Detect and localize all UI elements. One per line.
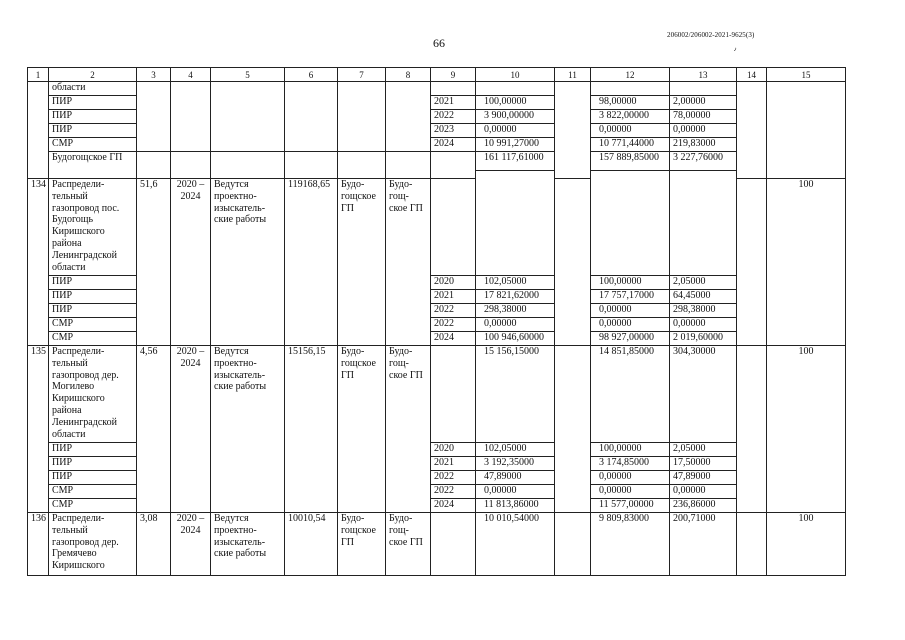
- col-number: 5: [211, 68, 285, 82]
- col-number: 14: [737, 68, 767, 82]
- amount-local: 298,38000: [670, 304, 737, 318]
- cell-empty: [211, 152, 285, 179]
- work-type: СМР: [49, 138, 137, 152]
- recipient: Будо-гощское ГП: [338, 513, 386, 576]
- col-number: 7: [338, 68, 386, 82]
- year: 2021: [431, 457, 476, 471]
- amount-regional: 0,00000: [591, 471, 670, 485]
- object-row: [28, 346, 846, 443]
- amount-regional: 3 174,85000: [591, 457, 670, 471]
- readiness-percent: 100: [767, 179, 846, 346]
- object-row: [28, 513, 846, 576]
- amount-total: 298,38000: [476, 304, 555, 318]
- item-number: 134: [28, 179, 49, 346]
- cell-empty: [171, 82, 211, 152]
- estimated-cost: 10010,54: [285, 513, 338, 576]
- status: Ведутся проектно-изыскатель-ские работы: [211, 513, 285, 576]
- year: 2022: [431, 485, 476, 499]
- cell-empty: [285, 152, 338, 179]
- amount-total: 3 900,00000: [476, 110, 555, 124]
- amount-local: 2,00000: [670, 96, 737, 110]
- status: Ведутся проектно-изыскатель-ские работы: [211, 346, 285, 513]
- amount-total: 11 813,86000: [476, 499, 555, 513]
- cell-empty: [137, 152, 171, 179]
- item-number: 136: [28, 513, 49, 576]
- amount-total: 100,00000: [476, 96, 555, 110]
- length-km: 3,08: [137, 513, 171, 576]
- amount-total: 47,89000: [476, 471, 555, 485]
- amount-local: 78,00000: [670, 110, 737, 124]
- subtotal-label: Будогощское ГП: [49, 152, 137, 179]
- document-code: 206002/206002-2021-9625(3): [667, 31, 755, 39]
- amount-regional: 10 771,44000: [591, 138, 670, 152]
- executor: Будо-гощ-ское ГП: [386, 346, 431, 513]
- amount-local: 47,89000: [670, 471, 737, 485]
- work-type: ПИР: [49, 290, 137, 304]
- work-type: ПИР: [49, 457, 137, 471]
- year: 2022: [431, 304, 476, 318]
- cell-empty: [670, 82, 737, 96]
- amount-regional: 9 809,83000: [591, 513, 670, 576]
- year: 2023: [431, 124, 476, 138]
- amount-regional: 3 822,00000: [591, 110, 670, 124]
- amount-total: 0,00000: [476, 485, 555, 499]
- col-number: 13: [670, 68, 737, 82]
- amount-regional: 0,00000: [591, 318, 670, 332]
- col-number: 10: [476, 68, 555, 82]
- amount-local: 2,05000: [670, 276, 737, 290]
- col-number: 4: [171, 68, 211, 82]
- amount-regional: 98,00000: [591, 96, 670, 110]
- work-type: ПИР: [49, 110, 137, 124]
- cell-empty: [137, 82, 171, 152]
- cell-empty: [211, 82, 285, 152]
- object-name: Распредели-тельный газопровод дер. Могилево Киришского района Ленинградской области: [49, 346, 137, 443]
- amount-local: 17,50000: [670, 457, 737, 471]
- cell-empty: [431, 346, 476, 443]
- amount-local: 200,71000: [670, 513, 737, 576]
- amount-total: 102,05000: [476, 276, 555, 290]
- page-number: 66: [433, 36, 445, 50]
- work-type: СМР: [49, 485, 137, 499]
- readiness-percent: 100: [767, 346, 846, 513]
- col-number: 6: [285, 68, 338, 82]
- amount-total: 10 010,54000: [476, 513, 555, 576]
- amount-total: 100 946,60000: [476, 332, 555, 346]
- year: 2021: [431, 290, 476, 304]
- work-type: ПИР: [49, 96, 137, 110]
- cell-empty: [591, 82, 670, 96]
- recipient: Будо-гощское ГП: [338, 346, 386, 513]
- executor: Будо-гощ-ское ГП: [386, 179, 431, 346]
- object-name-tail: области: [49, 82, 137, 96]
- amount-regional: 0,00000: [591, 304, 670, 318]
- cell-empty: [386, 152, 431, 179]
- cell-empty: [555, 82, 591, 179]
- amount-local: 0,00000: [670, 318, 737, 332]
- amount-total: 10 991,27000: [476, 138, 555, 152]
- work-type: ПИР: [49, 124, 137, 138]
- cell-empty: [737, 179, 767, 346]
- cell-empty: [476, 171, 555, 276]
- amount-local: 304,30000: [670, 346, 737, 443]
- amount-regional: 11 577,00000: [591, 499, 670, 513]
- year: 2024: [431, 499, 476, 513]
- amount-local: 2,05000: [670, 443, 737, 457]
- work-type: ПИР: [49, 304, 137, 318]
- cell-empty: [386, 82, 431, 152]
- col-number: 1: [28, 68, 49, 82]
- column-number-row: [28, 68, 846, 82]
- amount-regional: 17 757,17000: [591, 290, 670, 304]
- work-type: ПИР: [49, 443, 137, 457]
- cell-empty: [555, 346, 591, 513]
- year: 2022: [431, 471, 476, 485]
- cell-empty: [591, 171, 670, 276]
- year: 2024: [431, 332, 476, 346]
- amount-total: 161 117,61000: [476, 152, 555, 171]
- amount-local: 0,00000: [670, 485, 737, 499]
- recipient: Будо-гощское ГП: [338, 179, 386, 346]
- col-number: 8: [386, 68, 431, 82]
- period: 2020 – 2024: [171, 513, 211, 576]
- year: 2022: [431, 318, 476, 332]
- work-type: СМР: [49, 332, 137, 346]
- executor: Будо-гощ-ское ГП: [386, 513, 431, 576]
- amount-total: 0,00000: [476, 124, 555, 138]
- estimated-cost: 15156,15: [285, 346, 338, 513]
- table-container: [27, 67, 846, 576]
- col-number: 9: [431, 68, 476, 82]
- year: 2020: [431, 443, 476, 457]
- cell-empty: [431, 152, 476, 179]
- cell-empty: [431, 179, 476, 276]
- amount-regional: 14 851,85000: [591, 346, 670, 443]
- amount-regional: 100,00000: [591, 443, 670, 457]
- cell-empty: [555, 179, 591, 346]
- amount-local: 219,83000: [670, 138, 737, 152]
- col-number: 2: [49, 68, 137, 82]
- cell-empty: [431, 82, 476, 96]
- year: 2024: [431, 138, 476, 152]
- estimated-cost: 119168,65: [285, 179, 338, 346]
- work-type: СМР: [49, 499, 137, 513]
- cell-empty: [28, 82, 49, 179]
- col-number: 15: [767, 68, 846, 82]
- subtotal-row: [28, 152, 846, 171]
- cell-empty: [171, 152, 211, 179]
- object-name: Распредели-тельный газопровод дер. Гремячево Киришского: [49, 513, 137, 576]
- cell-empty: [737, 82, 767, 179]
- cell-empty: [767, 82, 846, 179]
- amount-regional: 0,00000: [591, 485, 670, 499]
- amount-total: 15 156,15000: [476, 346, 555, 443]
- cell-empty: [338, 82, 386, 152]
- col-number: 12: [591, 68, 670, 82]
- amount-regional: 157 889,85000: [591, 152, 670, 171]
- col-number: 3: [137, 68, 171, 82]
- period: 2020 – 2024: [171, 179, 211, 346]
- amount-local: 0,00000: [670, 124, 737, 138]
- object-name: Распредели-тельный газопровод пос. Будогощь Киришского района Ленинградской области: [49, 179, 137, 276]
- year: 2021: [431, 96, 476, 110]
- financing-table: [27, 67, 846, 576]
- readiness-percent: 100: [767, 513, 846, 576]
- status: Ведутся проектно-изыскатель-ские работы: [211, 179, 285, 346]
- length-km: 4,56: [137, 346, 171, 513]
- scan-mark: ٫: [734, 44, 737, 52]
- amount-local: 64,45000: [670, 290, 737, 304]
- amount-total: 3 192,35000: [476, 457, 555, 471]
- year: 2020: [431, 276, 476, 290]
- amount-regional: 100,00000: [591, 276, 670, 290]
- work-type: ПИР: [49, 471, 137, 485]
- cell-empty: [737, 346, 767, 513]
- amount-local: 2 019,60000: [670, 332, 737, 346]
- length-km: 51,6: [137, 179, 171, 346]
- table-row: [28, 82, 846, 96]
- item-number: 135: [28, 346, 49, 513]
- cell-empty: [338, 152, 386, 179]
- amount-total: 0,00000: [476, 318, 555, 332]
- cell-empty: [476, 82, 555, 96]
- cell-empty: [737, 513, 767, 576]
- work-type: ПИР: [49, 276, 137, 290]
- amount-local: 236,86000: [670, 499, 737, 513]
- amount-total: 102,05000: [476, 443, 555, 457]
- col-number: 11: [555, 68, 591, 82]
- cell-empty: [285, 82, 338, 152]
- amount-total: 17 821,62000: [476, 290, 555, 304]
- cell-empty: [555, 513, 591, 576]
- work-type: СМР: [49, 318, 137, 332]
- cell-empty: [670, 171, 737, 276]
- amount-local: 3 227,76000: [670, 152, 737, 171]
- period: 2020 – 2024: [171, 346, 211, 513]
- amount-regional: 0,00000: [591, 124, 670, 138]
- cell-empty: [431, 513, 476, 576]
- year: 2022: [431, 110, 476, 124]
- amount-regional: 98 927,00000: [591, 332, 670, 346]
